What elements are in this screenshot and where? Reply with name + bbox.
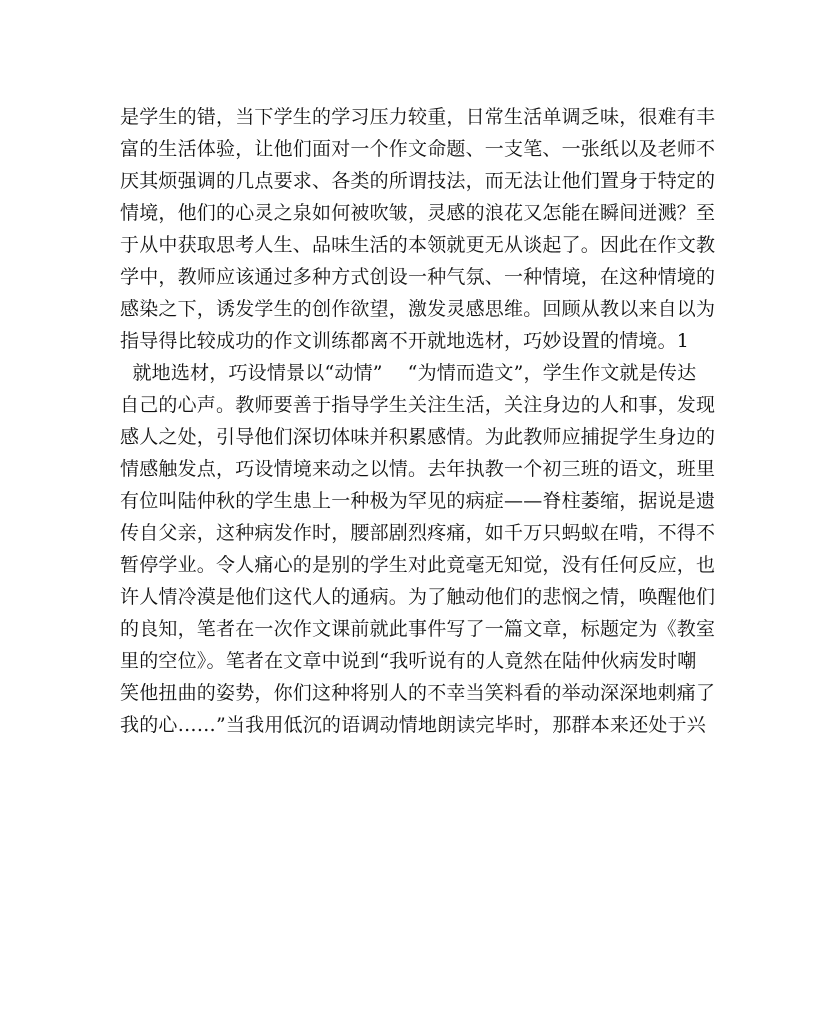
text-line: 感染之下，诱发学生的创作欲望，激发灵感思维。回顾从教以来自以为 [120, 298, 716, 320]
text-line: 的良知，笔者在一次作文课前就此事件写了一篇文章，标题定为《教室 [120, 618, 716, 640]
text-line: 于从中获取思考人生、品味生活的本领就更无从谈起了。因此在作文教 [120, 234, 716, 256]
text-line: 传自父亲，这种病发作时，腰部剧烈疼痛，如千万只蚂蚁在啃，不得不 [120, 522, 716, 544]
text-line: 我的心……”当我用低沉的语调动情地朗读完毕时，那群本来还处于兴 [120, 714, 706, 736]
text-line: 暂停学业。令人痛心的是别的学生对此竟毫无知觉，没有任何反应，也 [120, 554, 716, 576]
text-line: 厌其烦强调的几点要求、各类的所谓技法，而无法让他们置身于特定的 [120, 170, 716, 192]
text-line: 富的生活体验，让他们面对一个作文命题、一支笔、一张纸以及老师不 [120, 138, 716, 160]
text-line: 就地选材，巧设情景以“动情” “为情而造文”，学生作文就是传达 [120, 362, 697, 384]
text-line: 学中，教师应该通过多种方式创设一种气氛、一种情境，在这种情境的 [120, 266, 716, 288]
text-line: 指导得比较成功的作文训练都离不开就地选材，巧妙设置的情境。1 [120, 330, 690, 352]
body-text [120, 101, 716, 741]
text-line: 情感触发点，巧设情境来动之以情。去年执教一个初三班的语文，班里 [120, 458, 716, 480]
text-line: 有位叫陆仲秋的学生患上一种极为罕见的病症——脊柱萎缩，据说是遗 [120, 490, 716, 512]
text-line: 笑他扭曲的姿势，你们这种将别人的不幸当笑料看的举动深深地刺痛了 [120, 682, 716, 704]
text-line: 情境，他们的心灵之泉如何被吹皱，灵感的浪花又怎能在瞬间迸溅？至 [120, 202, 716, 224]
text-line: 是学生的错，当下学生的学习压力较重，日常生活单调乏味，很难有丰 [120, 106, 716, 128]
text-line: 里的空位》。笔者在文章中说到“我听说有的人竟然在陆仲伙病发时嘲 [120, 650, 697, 672]
text-line: 感人之处，引导他们深切体味并积累感情。为此教师应捕捉学生身边的 [120, 426, 716, 448]
text-line: 许人情冷漠是他们这代人的通病。为了触动他们的悲悯之情，唤醒他们 [120, 586, 716, 608]
text-line: 自己的心声。教师要善于指导学生关注生活，关注身边的人和事，发现 [120, 394, 716, 416]
